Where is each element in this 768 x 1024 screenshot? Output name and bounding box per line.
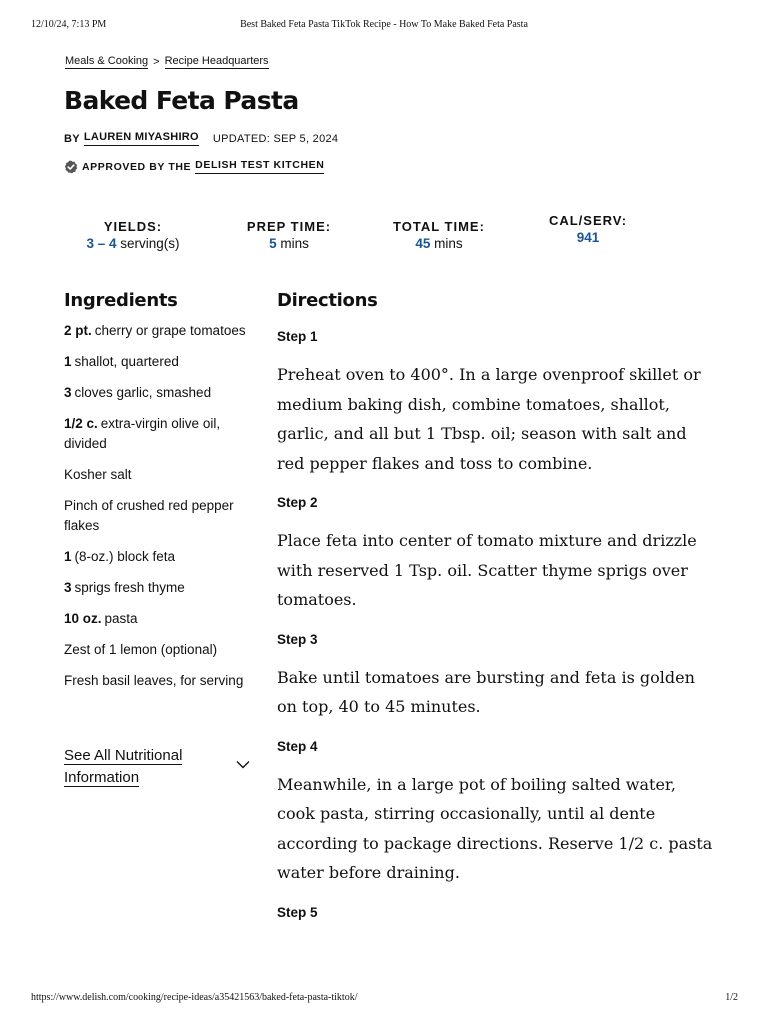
byline [64,131,338,146]
ingredient-text: shallot, quartered [74,354,179,369]
stat-total-label: TOTAL TIME: [393,219,485,234]
ingredient-text: (8-oz.) block feta [74,549,176,564]
step-text: Bake until tomatoes are bursting and feta is golden on top, 40 to 45 minutes. [277,667,695,716]
byline-by: BY [64,132,80,145]
stat-cal-value [529,230,647,245]
updated-date: UPDATED: SEP 5, 2024 [212,132,339,145]
step-label: Step 1 [277,329,318,344]
ingredient-item [64,640,254,660]
ingredient-item [64,547,254,567]
stat-prep-unit: mins [276,236,309,251]
ingredient-qty: 1 [64,354,72,369]
stat-calories [529,213,647,245]
stat-prep-label: PREP TIME: [246,219,332,234]
ingredient-text: extra-virgin olive oil, divided [64,416,221,451]
page-title: Baked Feta Pasta [64,86,299,115]
ingredient-text: pasta [104,611,138,626]
ingredient-item [64,465,254,485]
recipe-stats [64,213,704,257]
ingredient-qty: 2 pt. [64,323,92,338]
stat-yields-label: YIELDS: [103,219,163,234]
directions-heading: Directions [277,290,378,311]
ingredient-text: Kosher salt [64,467,132,482]
print-url: https://www.delish.com/cooking/recipe-ideas/a35421563/baked-feta-pasta-tiktok/ [31,992,358,1003]
ingredient-text: Zest of 1 lemon (optional) [64,642,218,657]
chevron-down-icon [236,760,250,769]
ingredient-list [64,321,254,691]
stat-yields-unit: serving(s) [116,236,180,251]
nutrition-link-label [64,745,214,789]
print-footer [0,992,768,1006]
ingredient-item [64,321,254,341]
step-label: Step 2 [277,495,318,510]
step-label: Step 3 [277,631,318,647]
step-label: Step 4 [277,738,318,754]
verified-check-icon [64,160,78,174]
stat-prep-number: 5 [269,236,277,251]
print-header [0,19,768,33]
ingredient-qty: 1 [64,549,72,564]
ingredient-text: Fresh basil leaves, for serving [64,673,244,688]
breadcrumb-separator: > [153,56,160,68]
ingredient-qty: 1/2 c. [64,416,98,431]
stat-yields-value [64,236,202,251]
stat-total-unit: mins [430,236,463,251]
stat-total-time [374,219,504,251]
ingredient-item [64,578,254,598]
author-link[interactable]: LAUREN MIYASHIRO [84,131,199,146]
ingredient-text: cherry or grape tomatoes [94,323,246,338]
stat-yields-number: 3 – 4 [86,236,117,251]
breadcrumb [65,55,269,69]
ingredient-item [64,671,254,691]
stat-total-number: 45 [415,236,431,251]
ingredient-qty: 3 [64,580,72,595]
stat-prep-value [224,236,354,251]
ingredient-qty: 10 oz. [64,611,102,626]
ingredient-text: Pinch of crushed red pepper flakes [64,498,234,533]
stat-prep-time [224,219,354,251]
test-kitchen-link[interactable]: DELISH TEST KITCHEN [195,159,324,174]
ingredient-item [64,383,254,403]
stat-yields [64,219,202,251]
print-document-title: Best Baked Feta Pasta TikTok Recipe - How To Make Baked Feta Pasta [240,19,528,30]
ingredient-qty: 3 [64,385,72,400]
nutrition-link-text: See All Nutritional Information [64,747,183,786]
print-date: 12/10/24, 7:13 PM [31,19,107,30]
step-text: Preheat oven to 400°. In a large ovenproof skillet or medium baking dish, combine tomatoes, shallot, garlic, and all but 1 Tbsp. oil; season with salt and red pepper flakes and toss to combine. [277,365,701,473]
stat-total-value [374,236,504,251]
ingredient-item [64,352,254,372]
breadcrumb-meals-cooking[interactable]: Meals & Cooking [65,55,149,67]
stat-cal-number: 941 [576,230,600,245]
approved-badge [64,159,324,174]
ingredient-text: cloves garlic, smashed [74,385,212,400]
ingredient-item [64,496,254,536]
stat-cal-label: CAL/SERV: [548,213,628,228]
step-label: Step 5 [277,904,318,920]
ingredient-item [64,414,254,454]
ingredient-item [64,609,254,629]
ingredients-heading: Ingredients [64,290,178,311]
breadcrumb-recipe-headquarters[interactable]: Recipe Headquarters [164,55,269,67]
ingredients-section [64,290,254,702]
print-page-number: 1/2 [725,992,738,1003]
see-all-nutrition-toggle[interactable] [64,745,252,789]
ingredient-text: sprigs fresh thyme [74,580,185,595]
step-text: Meanwhile, in a large pot of boiling salted water, cook pasta, stirring occasionally, until al dente according to package directions. Reserve 1/2 c. pasta water before draining. [277,774,713,882]
step-text: Place feta into center of tomato mixture and drizzle with reserved 1 Tsp. oil. Scatter thyme sprigs over tomatoes. [277,531,697,609]
directions-section [277,290,717,920]
approved-prefix: APPROVED BY THE [82,160,192,173]
